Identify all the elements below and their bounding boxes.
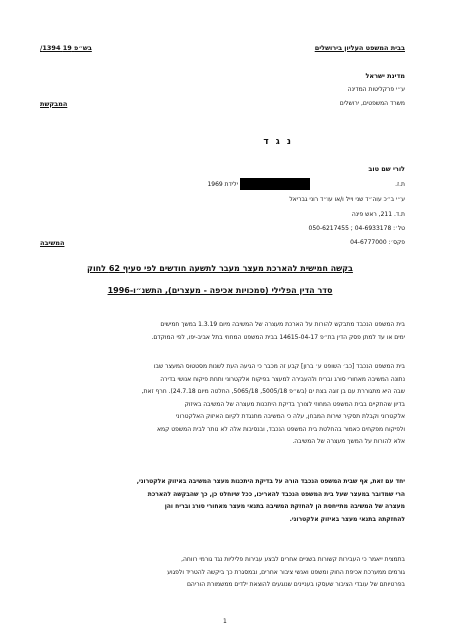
paragraph-line: גורמים ממערכת אכיפת החוק ומשפט ואנשי ציבור אחרים, ובמסגרת כך ביקשה להטריד ולפגוע <box>167 568 405 576</box>
paragraph-line: הרי שמדובר במעצר שעל בית המשפט הנכבד להאריכו, ככל שיוחלט כן, כך שהבקשה להארכת <box>147 490 405 498</box>
redacted-id-box <box>240 178 310 190</box>
case-number-value: 1394/ <box>40 44 61 52</box>
case-number <box>40 44 92 52</box>
applicant-name: מדינת ישראל <box>365 72 405 80</box>
paragraph-2 <box>45 361 405 449</box>
paragraph-line: ולפיקוח מפקחים כאמור בהחלטת בית המשפט הנכבד, ובנסיבות אלה לא נותר לבית המשפט קמא <box>157 425 405 433</box>
page-number: 1 <box>223 618 227 625</box>
respondent-fax: פקס׳: 04-6777000 <box>350 239 405 246</box>
respondent-counsel: ע״י ב״כ עוה״ד שני וייל ו/או עו״ד רוני גבריאל <box>289 196 405 203</box>
paragraph-line: יחד עם זאת, אף שבית המשפט הנכבד הורה על בדיקת היתכנות מעצר המשיבה באיזוק אלקטרוני, <box>136 478 405 485</box>
paragraph-line: בדיון שהתקיים בבית המשפט המחוזי לצורך בדיקת היתכנות מעצרה של המשיבה באיזוק <box>184 400 405 408</box>
respondent-phone: טל׳: 04-6933178 ; 050-6217455 <box>308 225 405 232</box>
respondent-po-box: ת.ד. 211, ראש פינה <box>351 211 405 218</box>
respondent-id-prefix: ת.ז. <box>395 181 405 188</box>
document-title-line-1: בקשה חמישית להארכת מעצר מעבר לתשעה חודשים לפי סעיף 62 לחוק <box>87 264 353 273</box>
paragraph-1 <box>45 319 405 344</box>
case-year: 19 <box>62 44 72 52</box>
court-name: בבית המשפט העליון בירושלים <box>314 44 405 52</box>
paragraph-line: שבה היא מתגוררת עם בן זוגה בצת ים (בש״פ 5005/18, 5065/18, החלטה מיום 24.7.18). חרף זאת, <box>141 388 405 395</box>
paragraph-line: בית המשפט הנכבד [כב׳ השופט ע׳ ברון] קבע זה מכבר כי הגיעה העת לשנות מסטטוס המעצר שבו <box>153 363 405 370</box>
respondent-name: לורי שם טוב <box>368 165 405 173</box>
case-label: בש״פ <box>74 44 92 52</box>
document-title-line-2: סדר הדין הפלילי (סמכויות אכיפה - מעצרים), התשנ״ו-1996 <box>107 286 333 295</box>
versus-label: נ ג ד <box>263 137 293 147</box>
paragraph-line: להחזקתה בתנאי מעצר באיזוק אלקטרוני. <box>289 515 405 523</box>
paragraph-3 <box>45 476 405 526</box>
paragraph-4 <box>45 554 405 592</box>
respondent-role: המשיבה <box>40 239 65 247</box>
paragraph-line: בית המשפט הנכבד מתבקש להורות על הארכת מעצרה של המשיבה מיום 1.3.19 במשך חמישים <box>160 321 405 328</box>
paragraph-line: אלא להורות על המשך מעצרה של המשיבה. <box>292 438 405 445</box>
paragraph-line: ימים או עד למתן פסק הדין בת״פ 14615-04-17 בבית המשפט המחוזי בתל אביב-יפו, לפי המוקדם. <box>151 333 405 341</box>
paragraph-line: נתונה המשיבה מאחורי סורג ובריח ולהעבירה למעצר בפיקוח אלקטרוני ותחת פיקוח אנושי בדירה <box>160 375 405 383</box>
paragraph-line: בתמצית ייאמר כי העבירות קשורות בשניים אחרים לבצע עבירות פליליות נגד גורמי רווחה, <box>181 556 405 563</box>
paragraph-line: בפרטיותם של עובדי הציבור שעסקו בעניינים שנוגעים להוצאת ילדים ממשמורת הוריהם <box>186 581 405 588</box>
paragraph-line: מעצרה של המשיבה מתייחסת הן להחזקת המשיבה בתנאי מעצר מאחורי סורג ובריח והן <box>164 503 405 510</box>
paragraph-line: אלקטרוני וקבלת תסקיר שירות המבחן, עלה כי המשיבה מתנגדת לקיום האיזוק האלקטרוני <box>175 413 405 420</box>
applicant-address: משרד המשפטים, ירושלים <box>339 100 405 107</box>
respondent-birth: ילידת 1969 <box>207 181 238 188</box>
applicant-representative: ע״י פרקליטות המדינה <box>347 86 405 93</box>
applicant-role: המבקשת <box>40 100 68 108</box>
